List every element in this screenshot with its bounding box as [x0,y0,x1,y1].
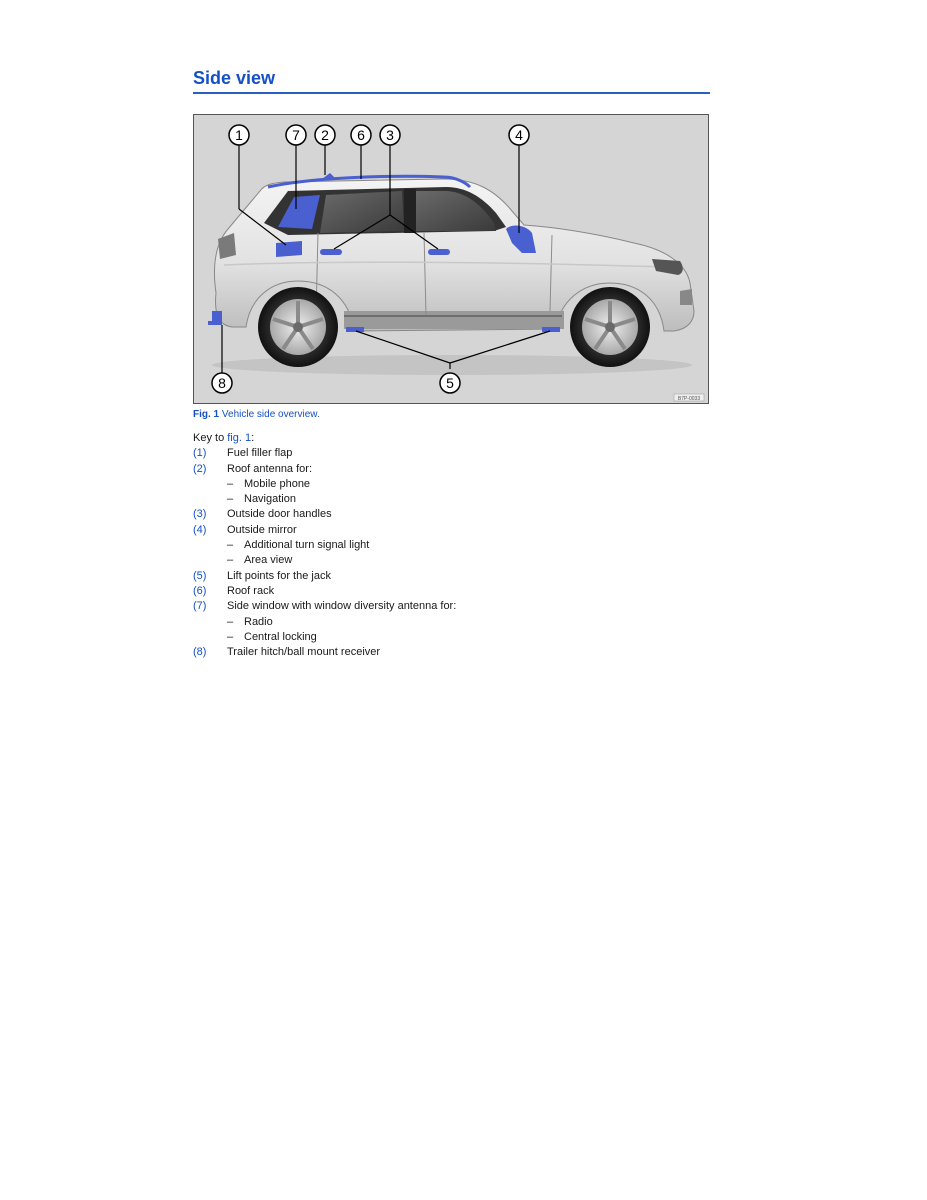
figure-code: B7P-0033 [677,396,701,402]
key-intro-colon: : [251,432,255,444]
key-item-number: (8) [193,646,207,659]
key-subitem-text: Central locking [244,630,317,643]
key-item-text: Outside mirror [227,523,297,536]
key-subitem-dash: – [227,539,234,552]
callout-1-label: 1 [235,127,243,143]
key-item-number: (1) [193,447,207,460]
key-subitem-text: Navigation [244,493,296,506]
key-item-number: (6) [193,584,207,597]
key-subitem-text: Area view [244,554,293,567]
callout-4 [509,125,529,145]
key-subitem-dash: – [227,554,234,567]
callout-7 [286,125,306,145]
figure-caption [193,409,320,420]
callout-3 [380,125,400,145]
key-item-number: (4) [193,523,207,536]
key-subitem-dash: – [227,630,234,643]
key-item-number: (2) [193,462,207,475]
callout-8-label: 8 [218,375,226,391]
key-item-text: Lift points for the jack [227,569,331,582]
callout-3-label: 3 [386,127,394,143]
key-subitem-text: Additional turn signal light [244,539,370,552]
key-subitem-text: Mobile phone [244,477,311,490]
page-title: Side view [193,68,276,88]
figure-link[interactable]: fig. 1 [227,432,252,444]
callout-2-label: 2 [321,127,329,143]
vehicle-side-figure [193,114,709,404]
key-subitem-dash: – [227,493,234,506]
key-item-number: (5) [193,569,207,582]
vehicle-illustration [194,115,708,403]
key-item-text: Trailer hitch/ball mount receiver [227,646,381,659]
callout-7-label: 7 [292,127,300,143]
key-subitem-dash: – [227,615,234,628]
callout-6-label: 6 [357,127,365,143]
figure-caption-label: Fig. 1 [193,409,220,420]
key-item-number: (3) [193,508,207,521]
key-item-text: Side window with window diversity antenna for: [227,600,457,613]
callout-5-label: 5 [446,375,454,391]
key-item-text: Outside door handles [227,508,332,521]
callout-5 [440,373,460,393]
callout-2 [315,125,335,145]
callout-4-label: 4 [515,127,523,143]
callout-8 [212,373,232,393]
callout-6 [351,125,371,145]
figure-caption-text: Vehicle side overview. [221,409,320,420]
key-item-text: Roof rack [227,584,275,597]
key-item-text: Roof antenna for: [227,462,313,475]
key-intro-text: Key to [193,432,228,444]
key-item-number: (7) [193,600,207,613]
key-item-text: Fuel filler flap [227,447,293,460]
title-underline [193,92,710,94]
callout-1 [229,125,249,145]
key-subitem-dash: – [227,477,234,490]
key-subitem-text: Radio [244,615,273,628]
